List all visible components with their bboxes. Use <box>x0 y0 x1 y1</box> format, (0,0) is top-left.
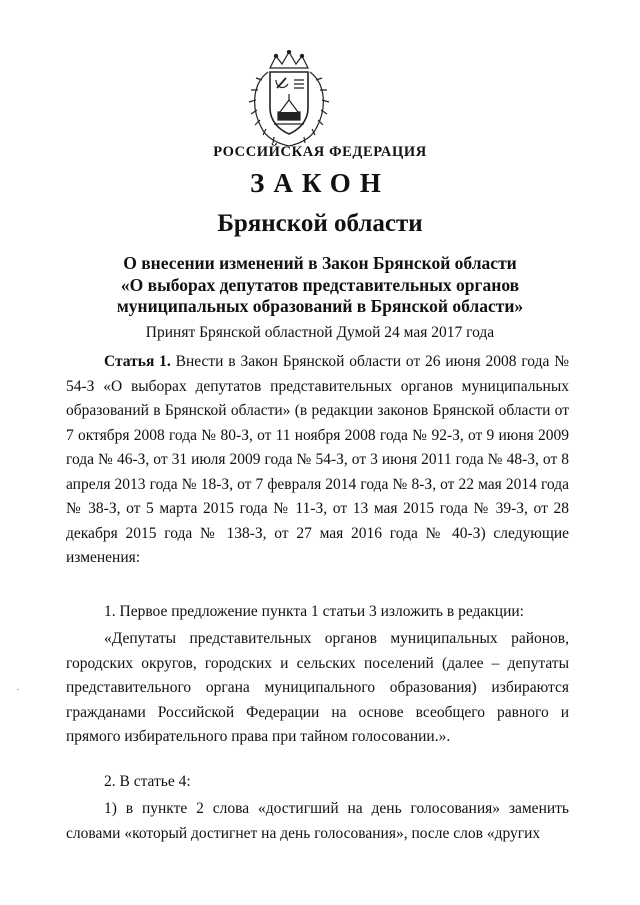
adoption-note: Принят Брянской областной Думой 24 мая 2017 года <box>145 324 495 341</box>
scan-margin-mark: · <box>16 684 20 696</box>
law-heading: ЗАКОН <box>250 168 390 198</box>
item-1-paragraph: 1. Первое предложение пункта 1 статьи 3 изложить в редакции: <box>104 603 524 620</box>
law-title <box>0 253 640 318</box>
law-title-line: «О выборах депутатов представительных органов <box>120 274 520 295</box>
item-1-quote: «Депутаты представительных органов муниципальных районов, городских округов, городских и сельских поселений (далее – депутаты представительного органа муниципального образования) избираются гражданами Российской Федерации на основе всеобщего равного и прямого избирательного права при тайном голосовании.». <box>66 630 569 745</box>
law-title-line: муниципальных образований в Брянской области» <box>116 296 524 316</box>
article-1-label: Статья 1. <box>104 353 171 370</box>
bryansk-coat-of-arms-icon <box>246 50 332 148</box>
country-name: РОССИЙСКАЯ ФЕДЕРАЦИЯ <box>213 144 427 160</box>
article-1-text: Внести в Закон Брянской области от 26 июня 2008 года № 54-З «О выборах депутатов представительных органов муниципальных образований в Брянской области» (в редакции законов Брянской области от 7 октября 2008 года № 80-З, от 11 ноября 2008 года № 92-З, от 9 июня 2009 года № 46-З, от 31 июля 2009 года № 54-З, от 3 июня 2011 года № 48-З, от 8 апреля 2013 года № 18-З, от 7 февраля 2014 года № 8-З, от 22 мая 2014 года № 38-З, от 5 марта 2015 года № 11-З, от 13 мая 2015 года № 39-З, от 28 декабря 2015 года № 138-З, от 27 мая 2016 года № 40-З) следующие изменения: <box>66 353 569 566</box>
article-1-paragraph <box>66 350 569 571</box>
region-name: Брянской области <box>217 210 423 237</box>
item-2-paragraph: 2. В статье 4: <box>104 773 191 790</box>
law-title-line: О внесении изменений в Закон Брянской области <box>123 253 517 273</box>
item-2-subitem-1: 1) в пункте 2 слова «достигший на день голосования» заменить словами «который достигнет на день голосования», после слов «других <box>66 800 569 842</box>
